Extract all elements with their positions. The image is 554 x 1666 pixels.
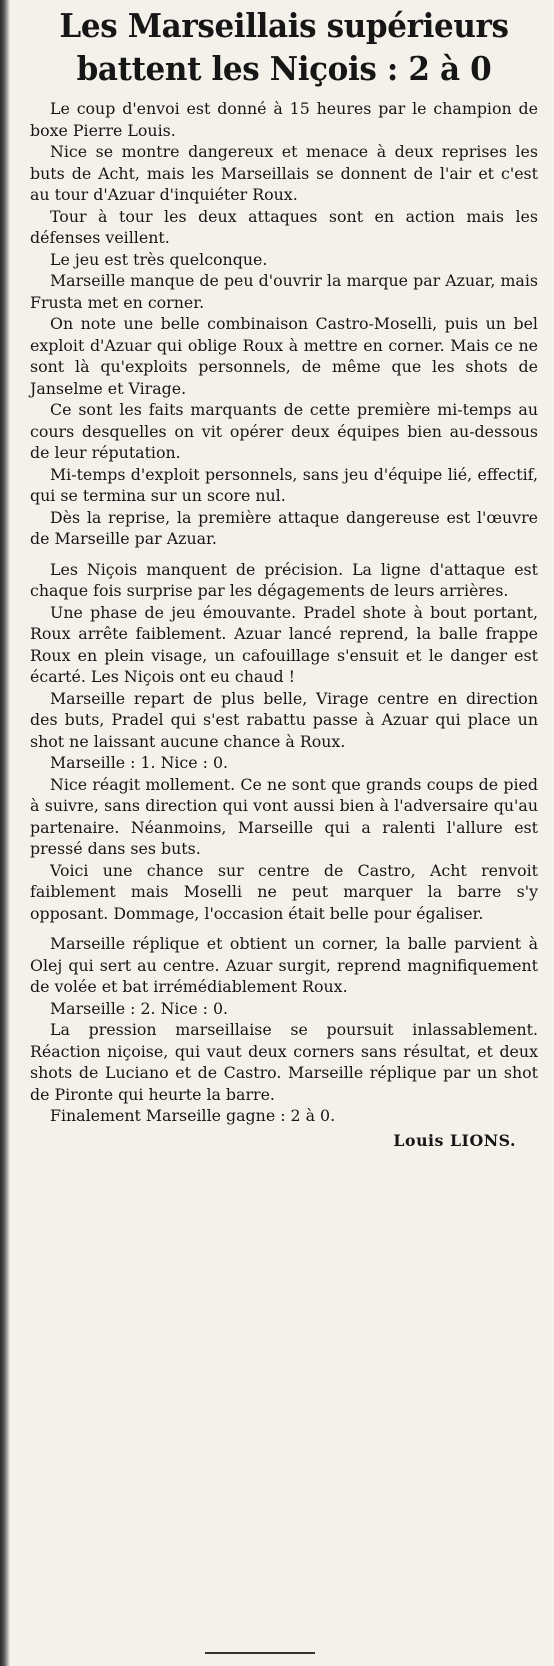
headline-line-1: Les Marseillais supérieurs <box>59 6 509 45</box>
article-paragraph: Nice réagit mollement. Ce ne sont que grands coups de pied à suivre, sans direction qui vont aussi bien à l'adversaire qu'au partenaire. Néanmoins, Marseille qui a ralenti l'allure est pressé dans ses buts. <box>30 774 538 858</box>
article-body <box>30 98 538 1127</box>
article-paragraph: Tour à tour les deux attaques sont en action mais les défenses veillent. <box>30 206 538 247</box>
article-paragraph: Mi-temps d'exploit personnels, sans jeu d'équipe lié, effectif, qui se termina sur un score nul. <box>30 464 538 505</box>
article-paragraph: Dès la reprise, la première attaque dangereuse est l'œuvre de Marseille par Azuar. <box>30 507 538 548</box>
final-score-line: Finalement Marseille gagne : 2 à 0. <box>50 1106 336 1125</box>
article-paragraph: Nice se montre dangereux et menace à deux reprises les buts de Acht, mais les Marseillais se donnent de l'air et c'est au tour d'Azuar d'inquiéter Roux. <box>30 142 538 204</box>
article-headline <box>45 4 523 90</box>
article-paragraph: Marseille manque de peu d'ouvrir la marque par Azuar, mais Frusta met en corner. <box>30 271 538 312</box>
closing-rule <box>205 1652 315 1654</box>
article-paragraph: Marseille repart de plus belle, Virage centre en direction des buts, Pradel qui s'est rabattu passe à Azuar qui place un shot ne laissant aucune chance à Roux. <box>30 688 538 751</box>
article-paragraph: On note une belle combinaison Castro-Moselli, puis un bel exploit d'Azuar qui oblige Roux à mettre en corner. Mais ce ne sont là qu'exploits personnels, de même que les shots de Janselme et Virage. <box>30 314 538 398</box>
article-paragraph: Le jeu est très quelconque. <box>50 249 268 269</box>
article-paragraph: Ce sont les faits marquants de cette première mi-temps au cours desquelles on vit opérer deux équipes bien au-dessous de leur réputation. <box>30 400 538 462</box>
article-paragraph: La pression marseillaise se poursuit inlassablement. Réaction niçoise, qui vaut deux corners sans résultat, et deux shots de Luciano et de Castro. Marseille réplique par un shot de Pironte qui heurte la barre. <box>30 1020 538 1104</box>
score-line: Marseille : 2. Nice : 0. <box>50 998 229 1018</box>
article-paragraph: Les Niçois manquent de précision. La ligne d'attaque est chaque fois surprise par les dégagements de leurs arrières. <box>30 559 538 600</box>
scan-edge-shadow <box>0 0 10 1666</box>
article-paragraph: Marseille réplique et obtient un corner, la balle parvient à Olej qui sert au centre. Azuar surgit, reprend magnifiquement de volée et bat irrémédiablement Roux. <box>30 934 538 996</box>
score-line: Marseille : 1. Nice : 0. <box>50 753 229 772</box>
article-paragraph: Une phase de jeu émouvante. Pradel shote à bout portant, Roux arrête faiblement. Azuar lancé reprend, la balle frappe Roux en plein visage, un cafouillage s'ensuit et le danger est écarté. Les Niçois ont eu chaud ! <box>30 602 538 686</box>
headline-line-2: battent les Niçois : 2 à 0 <box>76 49 492 88</box>
article-paragraph: Voici une chance sur centre de Castro, Acht renvoit faiblement mais Moselli ne peut marquer la barre s'y opposant. Dommage, l'occasion était belle pour égaliser. <box>30 860 538 923</box>
author-signature: Louis LIONS. <box>393 1130 516 1150</box>
article-paragraph: Le coup d'envoi est donné à 15 heures par le champion de boxe Pierre Louis. <box>30 99 538 140</box>
